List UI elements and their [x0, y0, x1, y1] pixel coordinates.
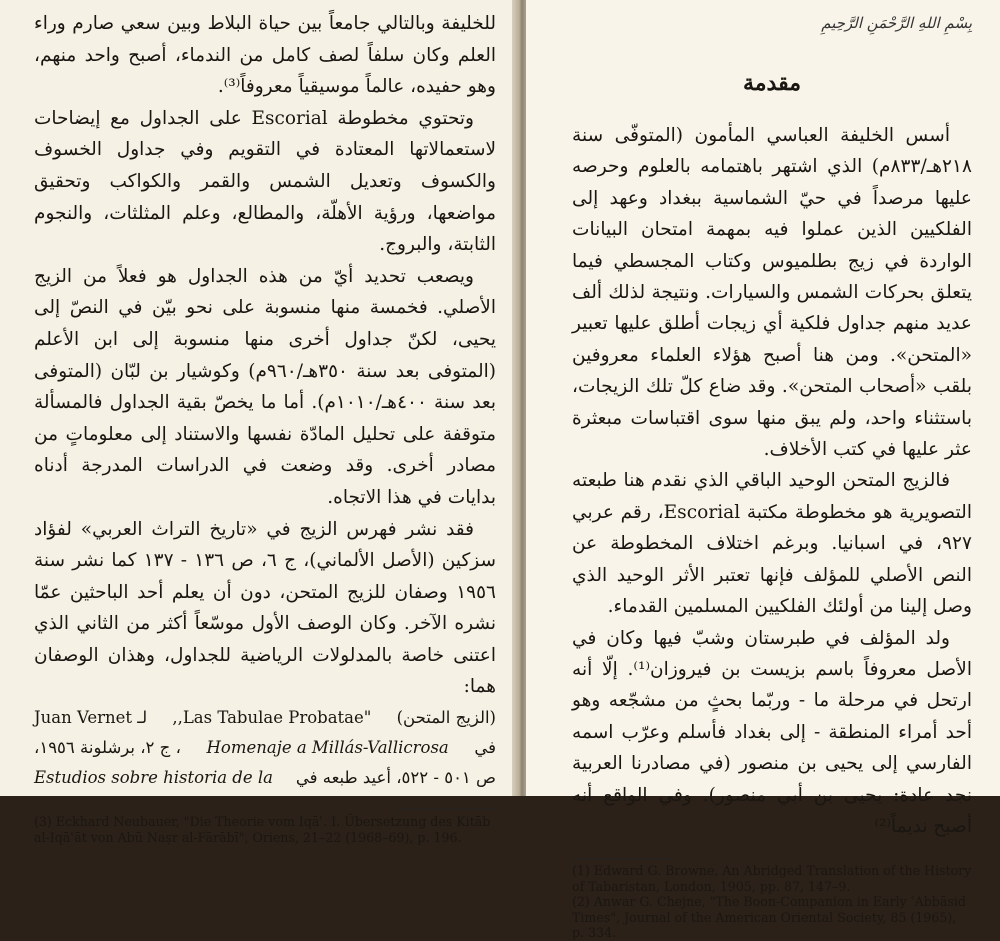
ref-3-arabic: ص ٥٠١ - ٥٢٢، أعيد طبعه في: [295, 768, 496, 788]
ref-title-latin: ,,Las Tabulae Probatae": [172, 708, 372, 728]
left-paragraph-3: ويصعب تحديد أيّ من هذه الجداول هو فعلاً من الزيج الأصلي. فخمسة منها منسوبة على نحو بيّن في النصّ إلى يحيى، لكنّ جداول أخرى منها منسوبة إلى ابن الأعلم (المتوفى بعد سنة ٣٥٠هـ/٩٦٠م) وكوشيار بن لبّان (المتوفى بعد سنة ٤٠٠هـ/١٠١٠م). أما ما يخصّ بقية الجداول فالمسألة متوقفة على تحليل المادّة نفسها والاستناد إلى معلوماتٍ من مصادر أخرى. وقد وضعت في الدراسات المدرجة أدناه بدايات في هذا الاتجاه.: [34, 265, 496, 508]
reference-line-2: [34, 733, 496, 763]
right-paragraph-1: أسس الخليفة العباسي المأمون (المتوفّى سنة ٢١٨هـ/٨٣٣م) الذي اشتهر باهتمامه بالعلوم وحرصه عليها مرصداً في حيّ الشماسية ببغداد وعهد إلى الفلكيين الذين عملوا فيه بمهمة امتحان البيانات الواردة في زيج بطلميوس وكتاب المجسطي فيما يتعلق بحركات الشمس والسيارات. ونتيجة لذلك ألف عديد منهم جداول فلكية أي زيجات أطلق عليها تعبير «المتحن». ومن هنا أصبح هؤلاء العلماء معروفين بلقب «أصحاب المتحن». وقد ضاع كلّ تلك الزيجات، باستثناء واحد، ولم يبق منها سوى اقتباسات مبعثرة عثر عليها في كتب الأخلاف.: [572, 125, 972, 461]
right-footnotes: [572, 863, 972, 941]
footnote-rule: [572, 858, 672, 859]
page-title: مقدمة: [742, 70, 802, 96]
ref-2-end: ، ج ٢، برشلونة ١٩٥٦،: [34, 738, 181, 758]
ref-title-arabic: (الزيج المتحن): [396, 708, 496, 728]
ref-3-latin: Estudios sobre historia de la: [34, 768, 273, 788]
footnote-rule: [396, 809, 496, 810]
right-paragraph-2: فالزيج المتحن الوحيد الباقي الذي نقدم هنا طبعته التصويرية هو مخطوطة مكتبة Escorial، رقم عربي ٩٢٧، في اسبانيا. وبرغم اختلاف المخطوطة عن النص الأصلي للمؤلف فإنها تعتبر الأثر الوحيد الذي وصل إلينا من أولئك الفلكيين المسلمين القدماء.: [572, 470, 972, 618]
ref-2-start: في: [474, 738, 496, 758]
left-paragraph-2: وتحتوي مخطوطة Escorial على الجداول مع إيضاحات لاستعمالاتها المعتادة في التقويم وفي جداول الخسوف والكسوف وتعديل الشمس والقمر والكواكب وتحقيق مواضعها، ورؤية الأهلّة، والمطالع، وعلم المثلثات، والنجوم الثابتة، والبروج.: [34, 107, 496, 256]
left-paragraph-1: للخليفة وبالتالي جامعاً بين حياة البلاط وبين سعي صارم وراء العلم وكان سلفاً لصف كامل من الندماء، أصبح واحد منهم، وهو حفيده، عالماً موسيقياً معروفاً⁽³⁾.: [34, 13, 496, 98]
ref-prefix: لـ: [137, 708, 148, 728]
footnote-3: (3) Eckhard Neubauer, "Die Theorie vom Iqāʿ. I. Übersetzung des Kitāb al-Iqāʿāt von Abū Naṣr al-Fārābī", Oriens, 21–22 (1968–69), p. 196.: [34, 814, 491, 845]
reference-line-1: [34, 703, 496, 733]
left-footnotes: [34, 814, 496, 845]
ref-2-latin: Homenaje a Millás-Vallicrosa: [206, 738, 449, 758]
reference-line-3: [34, 763, 496, 793]
right-page: [526, 0, 1000, 941]
footnote-2: (2) Anwar G. Chejne, "The Boon-Companion in Early ʿAbbāsid Times", Journal of the American Oriental Society, 85 (1965), p. 334.: [572, 894, 966, 941]
footnote-1: (1) Edward G. Browne, An Abridged Translation of the History of Tabaristan, London, 1905, pp. 87, 147–9.: [572, 863, 972, 894]
left-body: [34, 8, 496, 703]
basmala-header: بِسْمِ اللهِ الرَّحْمَنِ الرَّحِيمِ: [821, 14, 972, 32]
ref-author: Juan Vernet: [34, 708, 133, 728]
right-paragraph-3: ولد المؤلف في طبرستان وشبّ فيها وكان في الأصل معروفاً باسم بزيست بن فيروزان⁽¹⁾. إلّا أنه ارتحل في مرحلة ما - وربّما بحثٍ من مشجّعه وهو أحد أمراء المنطقة - إلى بغداد فأسلم وعرّب اسمه الفارسي إلى يحيى بن منصور (في مصادرنا العربية نجد عادة: يحيى بن أبي منصور). وفي الواقع أنه أصبح نديماً⁽²⁾: [572, 627, 972, 837]
left-page: [0, 0, 520, 845]
left-paragraph-4: فقد نشر فهرس الزيج في «تاريخ التراث العربي» لفؤاد سزكين (الأصل الألماني)، ج ٦، ص ١٣٦ - ١٣٧ كما نشر سنة ١٩٥٦ وصفان للزيج المتحن، دون أن يعلم أحد الباحثين عمّا نشره الآخر. وكان الوصف الأول موسّعاً أكثر من الثاني الذي اعتنى خاصة بالمدلولات الرياضية للجداول، وهذان الوصفان هما:: [34, 518, 496, 698]
right-body: [572, 120, 972, 842]
